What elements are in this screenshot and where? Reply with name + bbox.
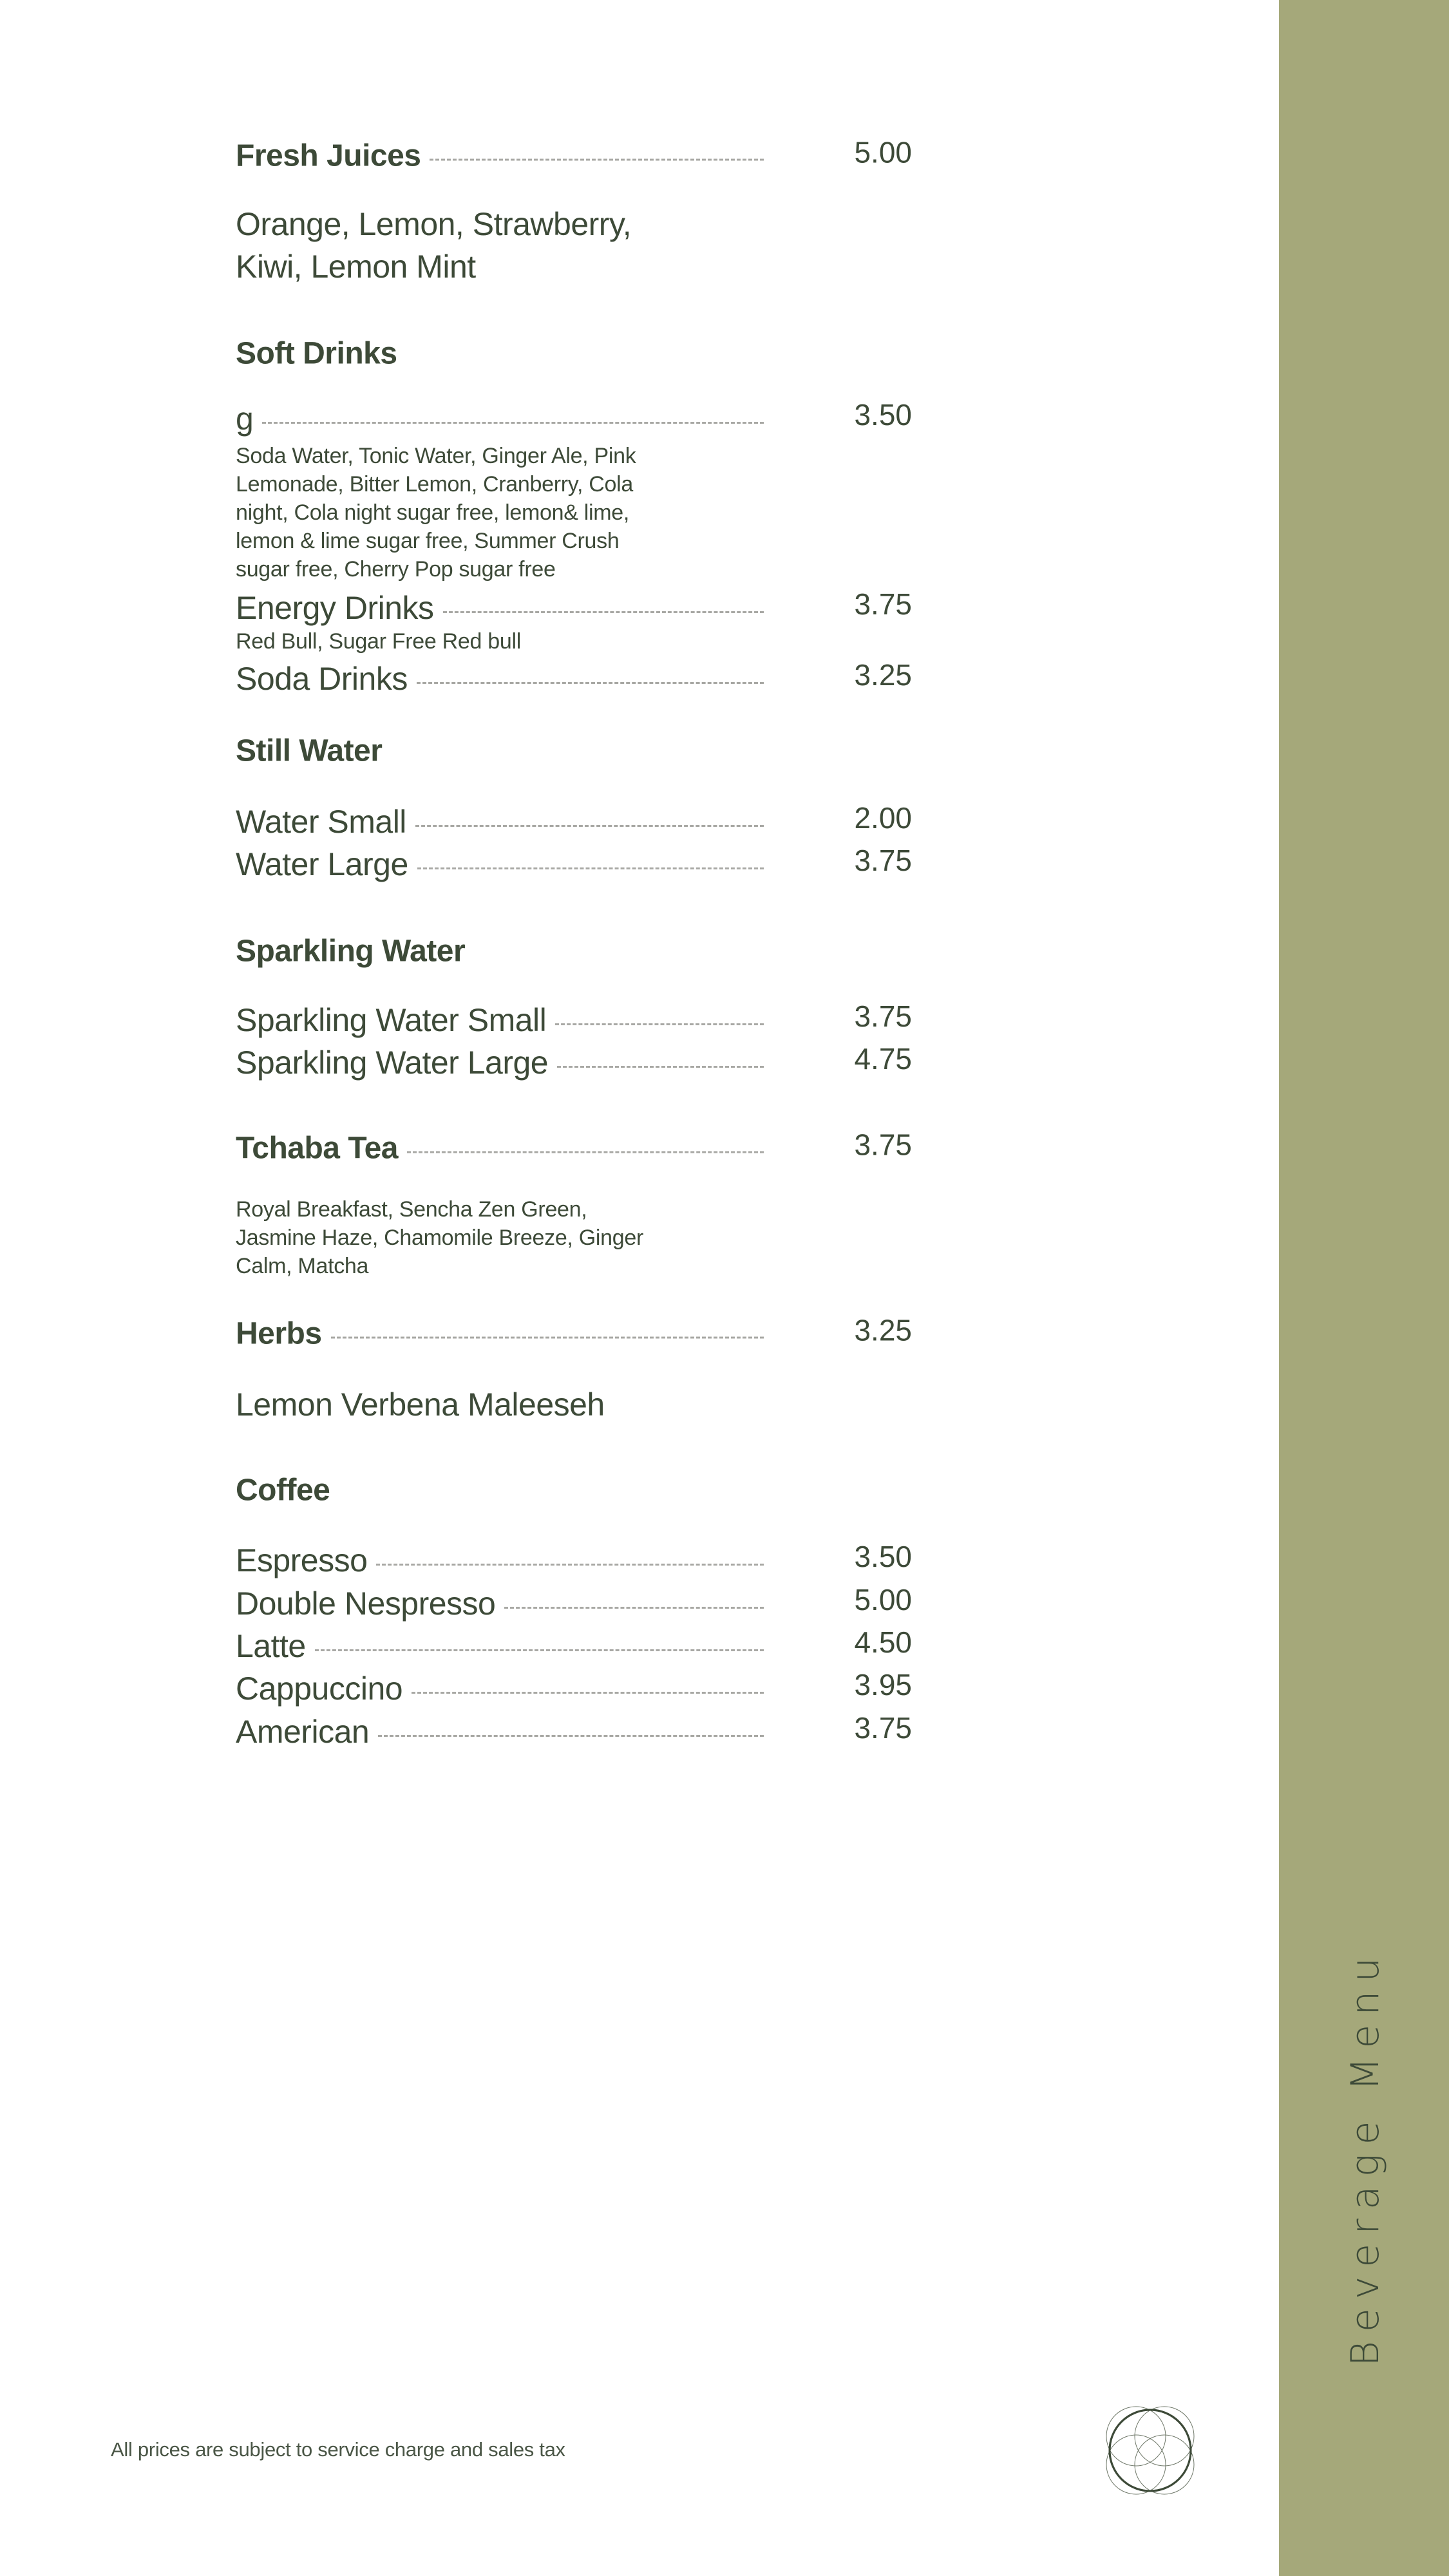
menu-row [236, 1713, 912, 1750]
item-description: Red Bull, Sugar Free Red bull [236, 629, 521, 654]
menu-row [236, 846, 912, 883]
dotted-leader [331, 1337, 764, 1339]
dotted-leader [555, 1023, 764, 1025]
section-title: Herbs [236, 1316, 322, 1351]
price: 4.75 [854, 1042, 912, 1075]
dotted-leader [415, 825, 764, 827]
price: 3.75 [854, 1711, 912, 1745]
section-title: Fresh Juices [236, 138, 421, 173]
description-line: Calm, Matcha [236, 1254, 369, 1278]
item-name: g [236, 401, 254, 437]
dotted-leader [262, 422, 764, 424]
dotted-leader [378, 1735, 764, 1737]
price: 3.75 [854, 1128, 912, 1161]
price: 3.50 [854, 1540, 912, 1573]
dotted-leader [430, 159, 764, 161]
item-name: Water Large [236, 846, 408, 882]
item-name: Sparkling Water Large [236, 1045, 549, 1081]
menu-row [236, 660, 912, 697]
price: 5.00 [854, 135, 912, 169]
dotted-leader [412, 1692, 764, 1694]
menu-row-fresh-juices [236, 135, 912, 174]
item-name: Espresso [236, 1542, 368, 1578]
item-name: Energy Drinks [236, 590, 434, 626]
price: 3.75 [854, 844, 912, 877]
flower-logo-icon [1105, 2405, 1195, 2496]
dotted-leader [557, 1066, 764, 1068]
item-description [236, 1195, 674, 1280]
description-line: Royal Breakfast, Sencha Zen Green, [236, 1197, 587, 1222]
item-name: American [236, 1714, 370, 1750]
section-title: Sparkling Water [236, 934, 466, 969]
price: 3.95 [854, 1668, 912, 1701]
dotted-leader [443, 611, 764, 613]
dotted-leader [417, 867, 764, 869]
description-line: Orange, Lemon, Strawberry, [236, 206, 632, 242]
price: 3.75 [854, 999, 912, 1033]
menu-row [236, 1585, 912, 1622]
sidebar-title: Beverage Menu [1343, 1948, 1388, 2367]
menu-row [236, 400, 912, 437]
menu-row [236, 589, 912, 627]
menu-row-tchaba-tea [236, 1128, 912, 1166]
item-description: Lemon Verbena Maleeseh [236, 1387, 605, 1423]
item-description [236, 203, 687, 288]
section-title: Soft Drinks [236, 336, 397, 371]
menu-row-herbs [236, 1313, 912, 1352]
item-description [236, 442, 674, 583]
dotted-leader [417, 682, 764, 684]
price: 3.50 [854, 398, 912, 431]
price: 3.75 [854, 587, 912, 621]
menu-row [236, 1542, 912, 1579]
footer-note: All prices are subject to service charge and sales tax [111, 2438, 565, 2461]
section-title: Coffee [236, 1473, 330, 1508]
section-title: Tchaba Tea [236, 1131, 398, 1166]
price: 4.50 [854, 1625, 912, 1659]
dotted-leader [315, 1649, 764, 1651]
dotted-leader [407, 1151, 764, 1153]
item-name: Cappuccino [236, 1671, 403, 1707]
price: 5.00 [854, 1583, 912, 1616]
menu-row [236, 1044, 912, 1081]
description-line: lemon & lime sugar free, Summer Crush [236, 529, 620, 553]
menu-row [236, 803, 912, 840]
price: 3.25 [854, 1313, 912, 1347]
item-name: Soda Drinks [236, 661, 408, 697]
description-line: Kiwi, Lemon Mint [236, 249, 476, 285]
section-title: Still Water [236, 734, 383, 768]
description-line: sugar free, Cherry Pop sugar free [236, 557, 556, 582]
item-name: Water Small [236, 804, 406, 840]
item-name: Latte [236, 1628, 306, 1664]
description-line: Jasmine Haze, Chamomile Breeze, Ginger [236, 1226, 643, 1250]
item-name: Sparkling Water Small [236, 1002, 547, 1038]
dotted-leader [376, 1564, 764, 1566]
menu-row [236, 1670, 912, 1707]
menu-row [236, 1627, 912, 1665]
item-name: Double Nespresso [236, 1586, 496, 1622]
menu-row [236, 1001, 912, 1039]
price: 3.25 [854, 658, 912, 692]
price: 2.00 [854, 801, 912, 835]
dotted-leader [504, 1607, 764, 1609]
description-line: night, Cola night sugar free, lemon& lime, [236, 500, 630, 525]
description-line: Lemonade, Bitter Lemon, Cranberry, Cola [236, 472, 633, 497]
description-line: Soda Water, Tonic Water, Ginger Ale, Pink [236, 444, 636, 468]
